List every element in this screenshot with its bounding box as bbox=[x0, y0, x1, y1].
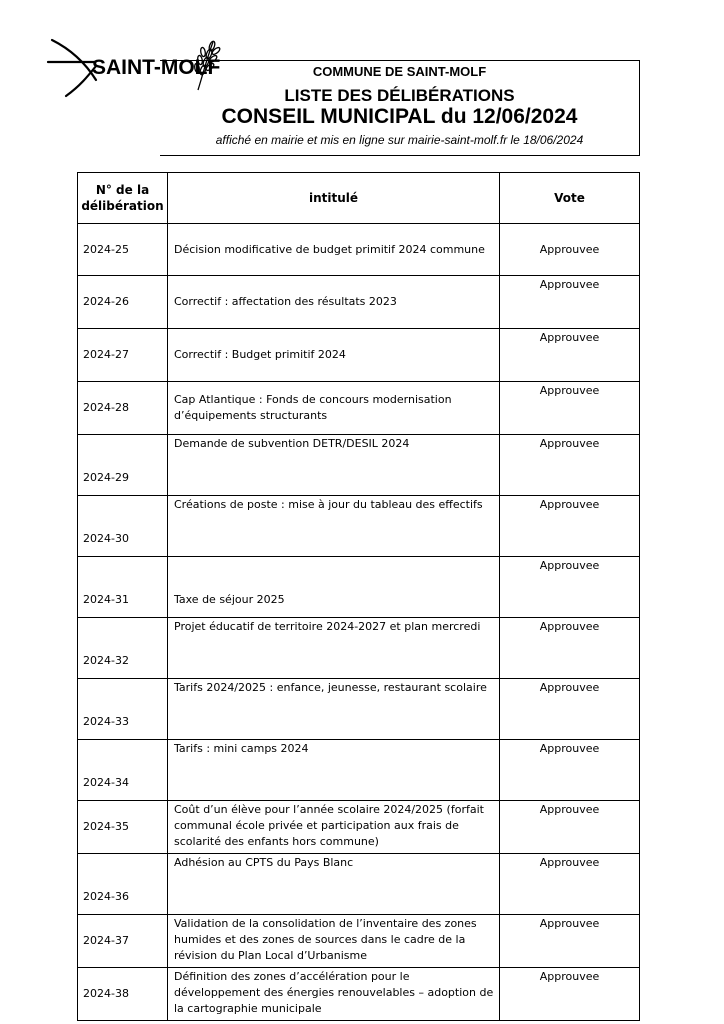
deliberation-number: 2024-29 bbox=[78, 435, 168, 496]
deliberation-title: Adhésion au CPTS du Pays Blanc bbox=[168, 854, 500, 915]
table-row bbox=[78, 740, 640, 801]
deliberation-title: Cap Atlantique : Fonds de concours modernisation d’équipements structurants bbox=[168, 382, 500, 435]
vote-result: Approuvee bbox=[500, 618, 640, 679]
deliberation-number: 2024-35 bbox=[78, 801, 168, 854]
deliberation-title: Créations de poste : mise à jour du tableau des effectifs bbox=[168, 496, 500, 557]
deliberation-title: Décision modificative de budget primitif 2024 commune bbox=[168, 224, 500, 276]
vote-result: Approuvee bbox=[500, 679, 640, 740]
table-row bbox=[78, 915, 640, 968]
vote-result: Approuvee bbox=[500, 276, 640, 329]
column-header-title: intitulé bbox=[168, 173, 500, 224]
deliberation-title: Définition des zones d’accélération pour le développement des énergies renouvelables – adoption de la cartographie municipale bbox=[168, 968, 500, 1021]
table-row bbox=[78, 968, 640, 1021]
column-header-vote: Vote bbox=[500, 173, 640, 224]
vote-result: Approuvee bbox=[500, 854, 640, 915]
table-row bbox=[78, 801, 640, 854]
document-header bbox=[160, 60, 640, 156]
deliberation-title: Validation de la consolidation de l’inventaire des zones humides et des zones de sources dans le cadre de la révision du Plan Local d’Urbanisme bbox=[168, 915, 500, 968]
deliberation-number: 2024-36 bbox=[78, 854, 168, 915]
deliberation-title: Correctif : Budget primitif 2024 bbox=[168, 329, 500, 382]
table-row bbox=[78, 618, 640, 679]
vote-result: Approuvee bbox=[500, 329, 640, 382]
deliberation-number: 2024-37 bbox=[78, 915, 168, 968]
deliberation-number: 2024-25 bbox=[78, 224, 168, 276]
vote-result: Approuvee bbox=[500, 435, 640, 496]
deliberation-title: Tarifs 2024/2025 : enfance, jeunesse, restaurant scolaire bbox=[168, 679, 500, 740]
vote-result: Approuvee bbox=[500, 382, 640, 435]
vote-result: Approuvee bbox=[500, 557, 640, 618]
table-row bbox=[78, 557, 640, 618]
deliberation-number: 2024-28 bbox=[78, 382, 168, 435]
deliberation-number: 2024-30 bbox=[78, 496, 168, 557]
deliberation-title: Tarifs : mini camps 2024 bbox=[168, 740, 500, 801]
logo-text: SAINT-MOLF bbox=[92, 56, 221, 79]
commune-title: COMMUNE DE SAINT-MOLF bbox=[312, 64, 487, 79]
deliberation-title: Demande de subvention DETR/DESIL 2024 bbox=[168, 435, 500, 496]
deliberation-title: Projet éducatif de territoire 2024-2027 et plan mercredi bbox=[168, 618, 500, 679]
deliberation-title: Coût d’un élève pour l’année scolaire 2024/2025 (forfait communal école privée et participation aux frais de scolarité des enfants hors commune) bbox=[168, 801, 500, 854]
deliberation-number: 2024-32 bbox=[78, 618, 168, 679]
vote-result: Approuvee bbox=[500, 915, 640, 968]
table-row bbox=[78, 679, 640, 740]
deliberation-number: 2024-33 bbox=[78, 679, 168, 740]
vote-result: Approuvee bbox=[500, 801, 640, 854]
list-title: LISTE DES DÉLIBÉRATIONS bbox=[284, 86, 515, 105]
table-row bbox=[78, 854, 640, 915]
column-header-number: N° de la délibération bbox=[78, 173, 168, 224]
deliberation-number: 2024-38 bbox=[78, 968, 168, 1021]
vote-result: Approuvee bbox=[500, 740, 640, 801]
deliberation-number: 2024-27 bbox=[78, 329, 168, 382]
table-row bbox=[78, 496, 640, 557]
table-row bbox=[78, 382, 640, 435]
deliberation-title: Correctif : affectation des résultats 2023 bbox=[168, 276, 500, 329]
vote-result: Approuvee bbox=[500, 224, 640, 276]
vote-result: Approuvee bbox=[500, 496, 640, 557]
table-row bbox=[78, 435, 640, 496]
table-row bbox=[78, 329, 640, 382]
council-title: CONSEIL MUNICIPAL du 12/06/2024 bbox=[221, 105, 578, 128]
deliberations-table bbox=[77, 172, 640, 1021]
deliberation-title: Taxe de séjour 2025 bbox=[168, 557, 500, 618]
table-row bbox=[78, 224, 640, 276]
table-row bbox=[78, 276, 640, 329]
table-header-row bbox=[78, 173, 640, 224]
deliberation-number: 2024-31 bbox=[78, 557, 168, 618]
posting-notice: affiché en mairie et mis en ligne sur mairie-saint-molf.fr le 18/06/2024 bbox=[215, 133, 584, 147]
deliberation-number: 2024-26 bbox=[78, 276, 168, 329]
vote-result: Approuvee bbox=[500, 968, 640, 1021]
deliberation-number: 2024-34 bbox=[78, 740, 168, 801]
